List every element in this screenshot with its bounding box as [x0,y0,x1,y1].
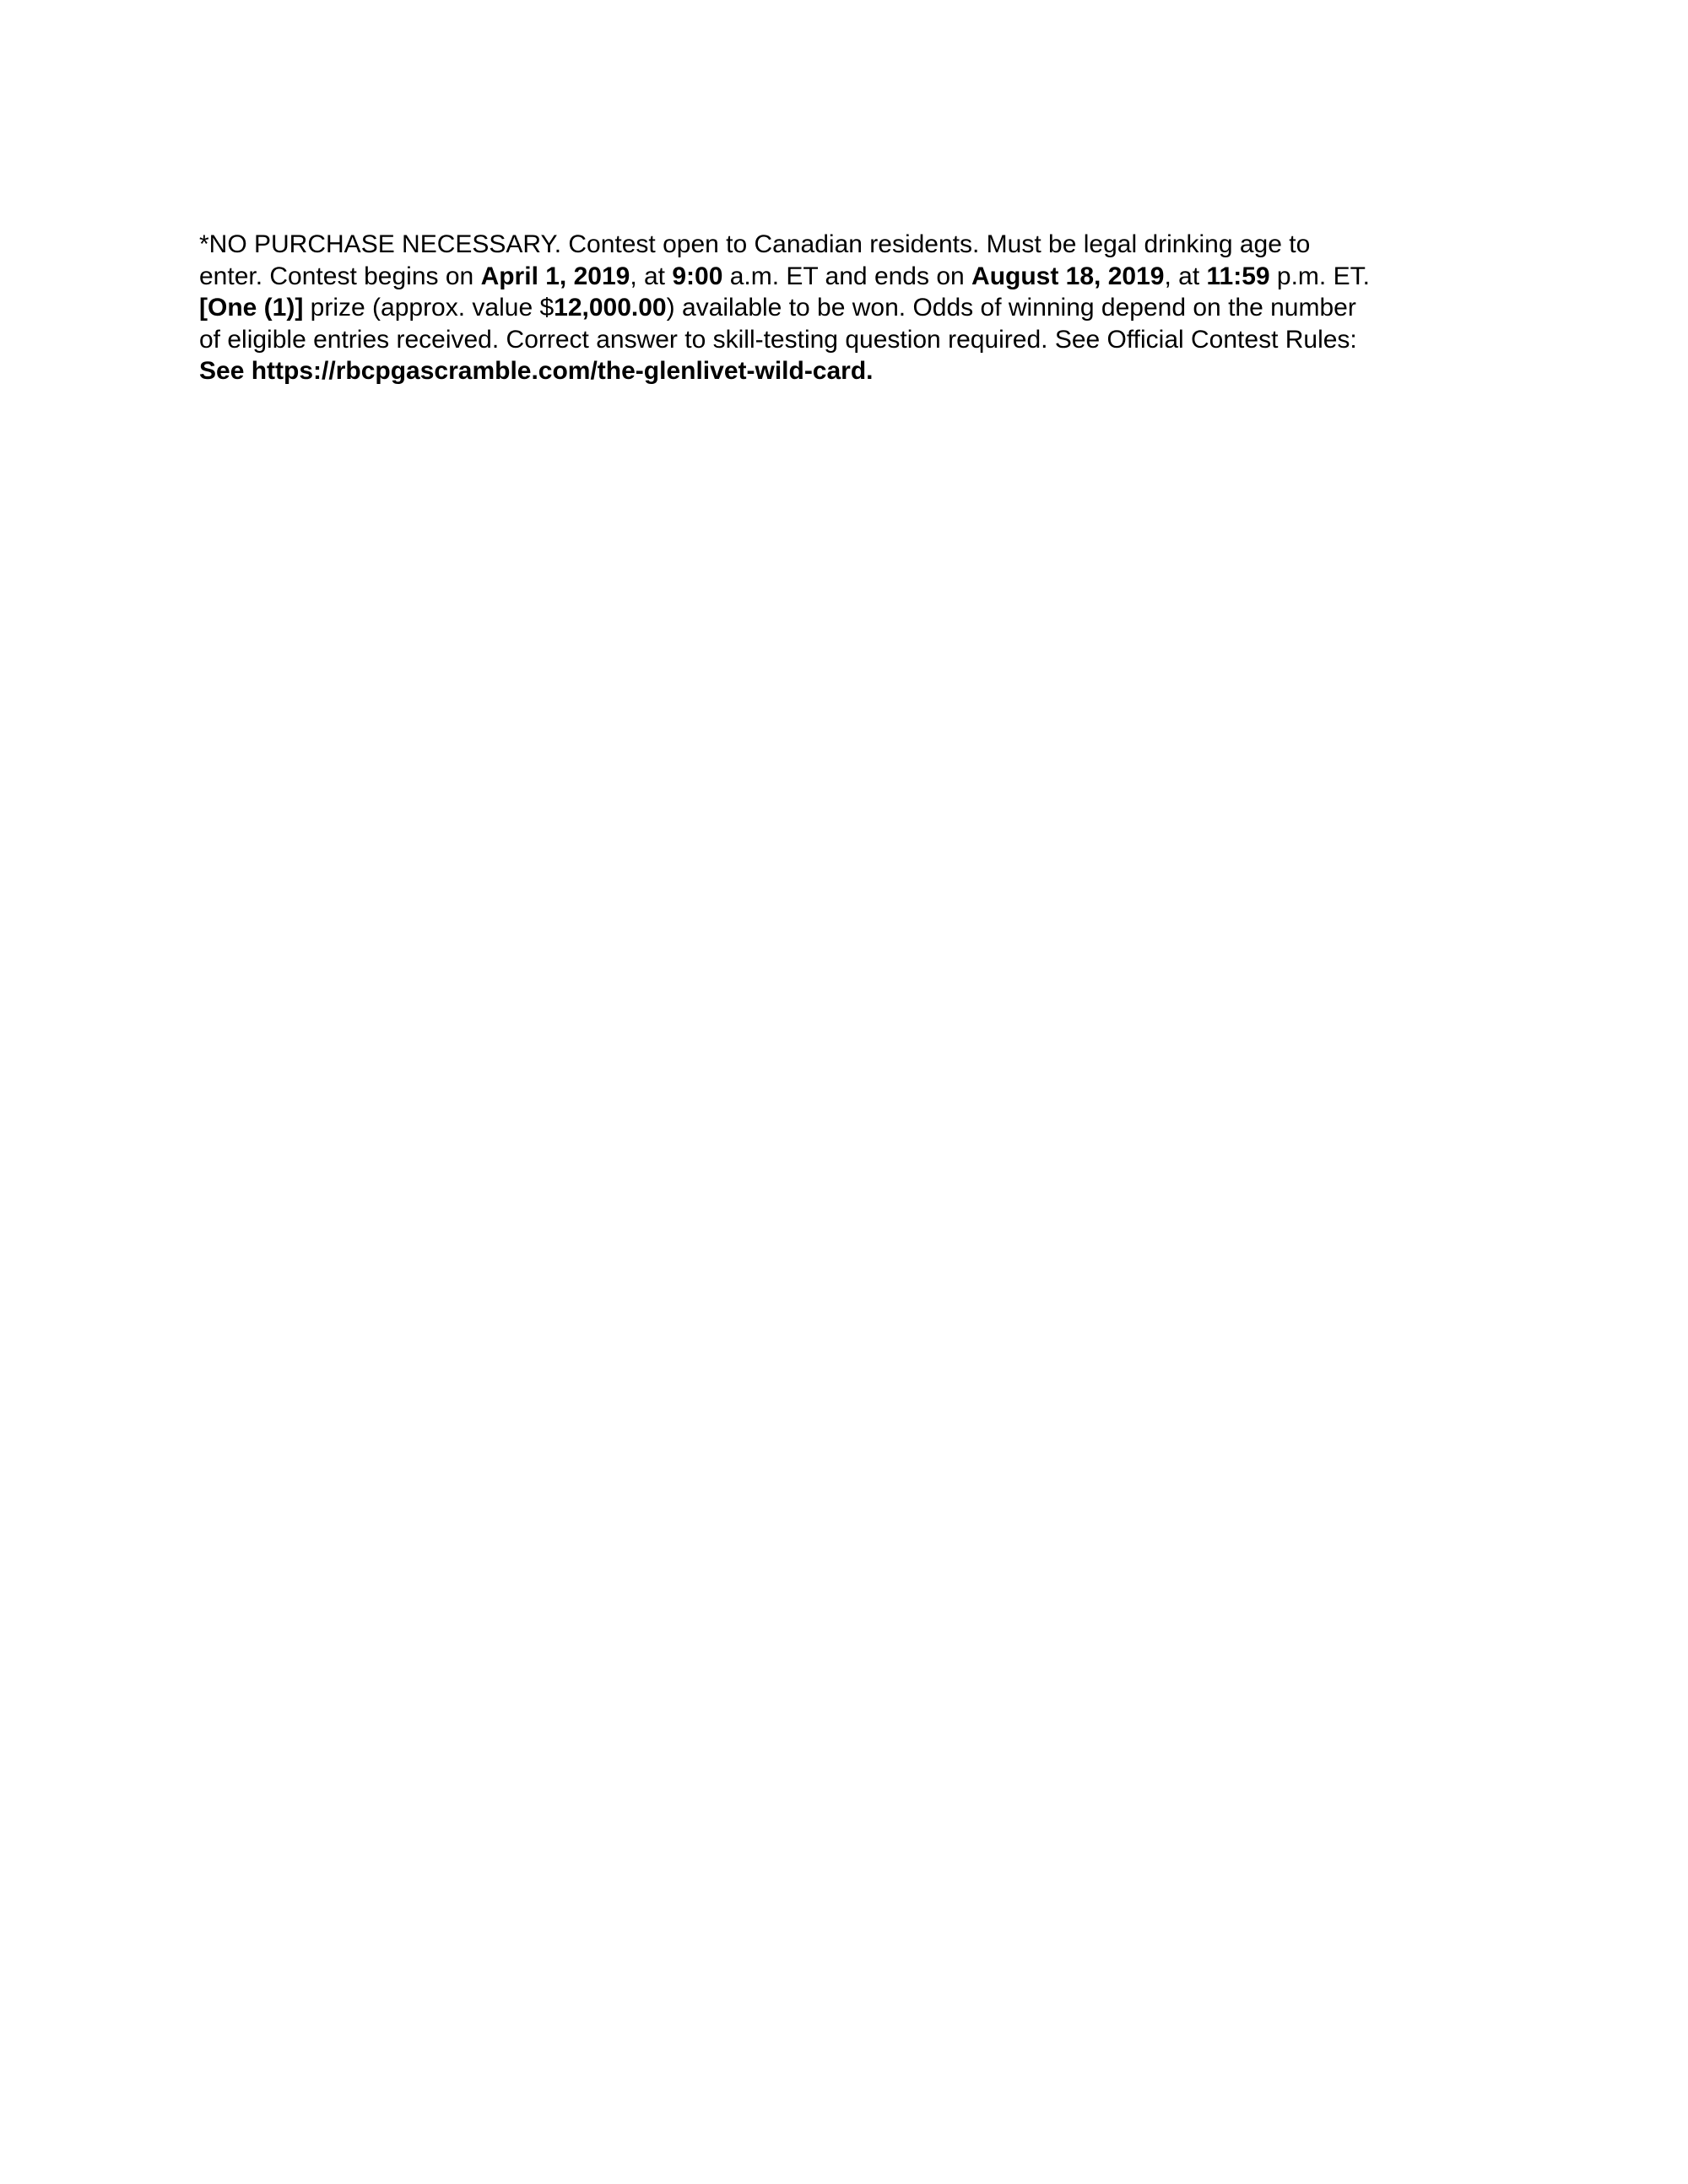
text-segment-bold: [One (1)] [199,294,304,322]
text-segment-bold: 9:00 [672,262,723,290]
legal-text-line [199,292,1482,324]
legal-text-line [199,324,1482,356]
text-segment-bold: August 18, 2019 [971,262,1165,290]
text-segment: , at [630,262,673,290]
text-segment-bold: 12,000.00 [554,294,667,322]
text-segment: prize (approx. value $ [303,294,555,322]
text-segment: a.m. ET and ends on [722,262,972,290]
text-segment-bold: April 1, 2019 [480,262,630,290]
text-segment: , at [1164,262,1207,290]
text-segment: of eligible entries received. Correct answer to skill-testing question required. See Official Contest Rules: [199,325,1357,354]
legal-text-line [199,261,1482,293]
text-segment-bold: 11:59 [1206,262,1270,290]
text-segment: *NO PURCHASE NECESSARY. Contest open to Canadian residents. Must be legal drinking age to [199,230,1311,258]
text-segment-bold: See https://rbcpgascramble.com/the-glenlivet-wild-card. [199,357,874,386]
legal-text-line [199,229,1482,261]
text-segment: p.m. ET. [1269,262,1370,290]
text-segment: enter. Contest begins on [199,262,481,290]
legal-paragraph [199,229,1482,387]
text-segment: ) available to be won. Odds of winning depend on the number [666,294,1356,322]
legal-text-line [199,355,1482,387]
